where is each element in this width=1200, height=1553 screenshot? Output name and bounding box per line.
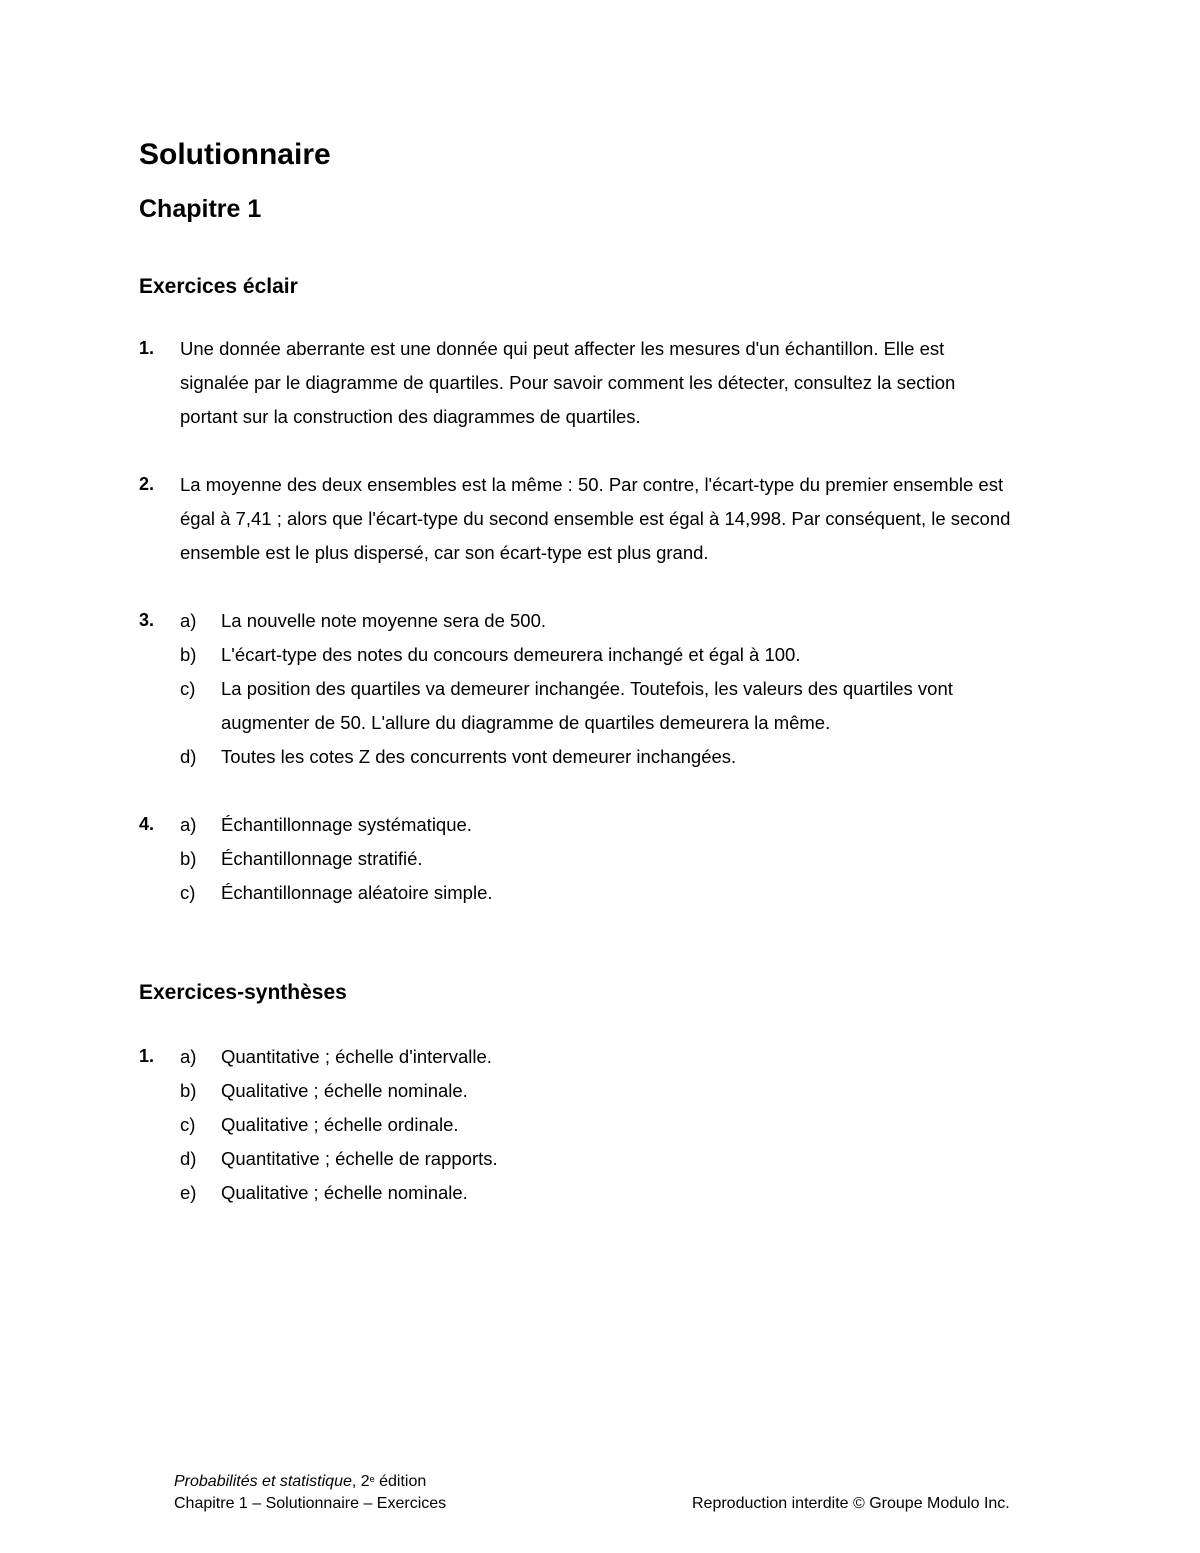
footer-edition-superscript: e [369, 1474, 375, 1484]
sub-item-text: Échantillonnage stratifié. [221, 848, 423, 869]
question-number-2: 2. [139, 474, 155, 494]
sub-item-text: Qualitative ; échelle nominale. [221, 1182, 468, 1203]
sub-item-label: c) [180, 882, 196, 903]
chapter-heading: Chapitre 1 [139, 195, 262, 223]
answer-2-line-2: égal à 7,41 ; alors que l'écart-type du second ensemble est égal à 14,998. Par conséquent, le second [180, 508, 1011, 529]
sub-item-text: Quantitative ; échelle de rapports. [221, 1148, 498, 1169]
sub-item-label: e) [180, 1182, 197, 1203]
sub-item-text: La position des quartiles va demeurer inchangée. Toutefois, les valeurs des quartiles vont [221, 678, 953, 699]
sub-item-text: La nouvelle note moyenne sera de 500. [221, 610, 547, 631]
question-number-1: 1. [139, 338, 155, 358]
sub-item-text: Échantillonnage aléatoire simple. [221, 882, 493, 903]
section-heading-exercices-eclair: Exercices éclair [139, 275, 298, 298]
sub-item-label: d) [180, 746, 197, 767]
answer-2-line-3: ensemble est le plus dispersé, car son écart-type est plus grand. [180, 542, 709, 563]
sub-item-label: a) [180, 1046, 197, 1067]
sub-item-text: Quantitative ; échelle d'intervalle. [221, 1046, 492, 1067]
sub-item-text-continued: augmenter de 50. L'allure du diagramme de quartiles demeurera la même. [221, 712, 831, 733]
sub-item-label: b) [180, 848, 197, 869]
footer-book-title [174, 1473, 426, 1491]
sub-item-text: L'écart-type des notes du concours demeurera inchangé et égal à 100. [221, 644, 801, 665]
footer-chapter-line: Chapitre 1 – Solutionnaire – Exercices [174, 1495, 447, 1512]
question-number-4: 4. [139, 814, 155, 834]
sub-item-label: a) [180, 610, 197, 631]
question-number-1: 1. [139, 1046, 155, 1066]
answer-2-line-1: La moyenne des deux ensembles est la même : 50. Par contre, l'écart-type du premier ensemble est [180, 474, 1004, 495]
answer-1-line-3: portant sur la construction des diagrammes de quartiles. [180, 406, 641, 427]
sub-item-label: b) [180, 644, 197, 665]
footer-book-name: Probabilités et statistique [174, 1473, 352, 1490]
document-title: Solutionnaire [139, 138, 331, 171]
answer-1-line-1: Une donnée aberrante est une donnée qui peut affecter les mesures d'un échantillon. Elle est [180, 338, 945, 359]
footer-copyright: Reproduction interdite © Groupe Modulo Inc. [692, 1495, 1010, 1512]
sub-item-label: c) [180, 1114, 196, 1135]
sub-item-label: b) [180, 1080, 197, 1101]
sub-item-text: Toutes les cotes Z des concurrents vont demeurer inchangées. [221, 746, 737, 767]
sub-item-label: d) [180, 1148, 197, 1169]
footer-edition-number: , 2 [351, 1473, 370, 1490]
sub-item-text: Qualitative ; échelle nominale. [221, 1080, 468, 1101]
sub-item-label: c) [180, 678, 196, 699]
footer-edition-word: édition [374, 1473, 427, 1490]
sub-item-label: a) [180, 814, 197, 835]
answer-1-line-2: signalée par le diagramme de quartiles. Pour savoir comment les détecter, consultez la section [180, 372, 956, 393]
sub-item-text: Qualitative ; échelle ordinale. [221, 1114, 459, 1135]
section-heading-exercices-syntheses: Exercices-synthèses [139, 981, 347, 1004]
sub-item-text: Échantillonnage systématique. [221, 814, 472, 835]
question-number-3: 3. [139, 610, 155, 630]
